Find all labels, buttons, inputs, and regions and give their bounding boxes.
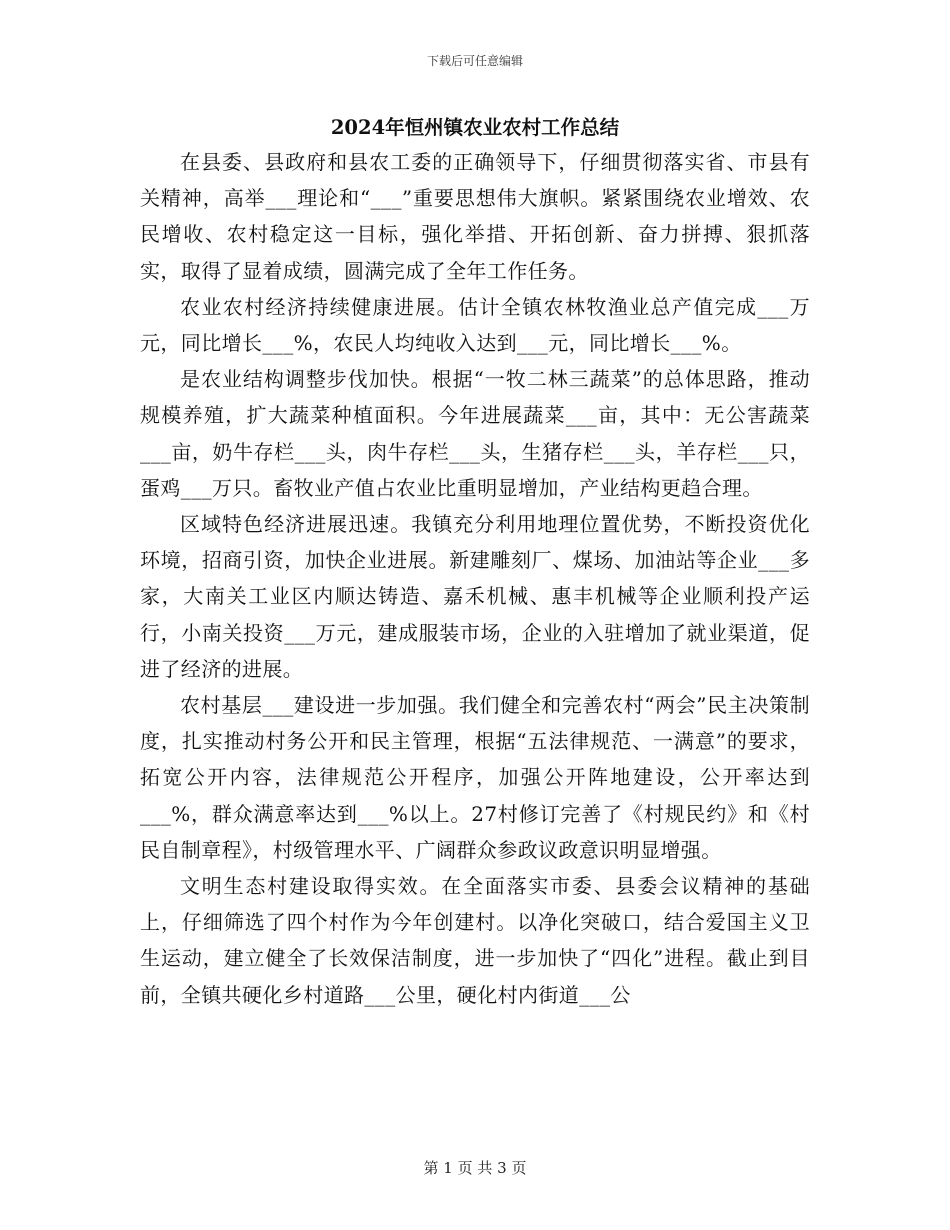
paragraph-ecological-village: 文明生态村建设取得实效。在全面落实市委、县委会议精神的基础上，仔细筛选了四个村作为今年创建村。以净化突破口，结合爱国主义卫生运动，建立健全了长效保洁制度，进一步加快了“四化”进程。截止到目前，全镇共硬化乡村道路___公里，硬化村内街道___公 bbox=[140, 874, 810, 1007]
paragraph-intro: 在县委、县政府和县农工委的正确领导下，仔细贯彻落实省、市县有关精神，高举___理论和“___”重要思想伟大旗帜。紧紧围绕农业增效、农民增收、农村稳定这一目标，强化举措、开拓创新、奋力拼搏、狠抓落实，取得了显着成绩，圆满完成了全年工作任务。 bbox=[140, 150, 810, 283]
page-number: 第 1 页 共 3 页 bbox=[423, 1159, 527, 1177]
paragraph-regional-economy: 区域特色经济进展迅速。我镇充分利用地理位置优势，不断投资优化环境，招商引资，加快企业进展。新建雕刻厂、煤场、加油站等企业___多家，大南关工业区内顺达铸造、嘉禾机械、惠丰机械等企业顺利投产运行，小南关投资___万元，建成服装市场，企业的入驻增加了就业渠道，促进了经济的进展。 bbox=[140, 512, 810, 681]
paragraph-structure: 是农业结构调整步伐加快。根据“一牧二林三蔬菜”的总体思路，推动规模养殖，扩大蔬菜种植面积。今年进展蔬菜___亩，其中：无公害蔬菜___亩，奶牛存栏___头，肉牛存栏___头，生猪存栏___头，羊存栏___只，蛋鸡___万只。畜牧业产值占农业比重明显增加，产业结构更趋合理。 bbox=[140, 367, 810, 500]
document-body bbox=[140, 144, 810, 1013]
paragraph-economy: 农业农村经济持续健康进展。估计全镇农林牧渔业总产值完成___万元，同比增长___%，农民人均纯收入达到___元，同比增长___%。 bbox=[140, 294, 810, 356]
page-header-note: 下载后可任意编辑 bbox=[426, 54, 523, 68]
document-title: 2024年恒州镇农业农村工作总结 bbox=[330, 116, 620, 139]
paragraph-grassroots: 农村基层___建设进一步加强。我们健全和完善农村“两会”民主决策制度，扎实推动村务公开和民主管理，根据“五法律规范、一满意”的要求，拓宽公开内容，法律规范公开程序，加强公开阵地建设，公开率达到___%，群众满意率达到___%以上。27村修订完善了《村规民约》和《村民自制章程》，村级管理水平、广阔群众参政议政意识明显增强。 bbox=[140, 693, 810, 862]
